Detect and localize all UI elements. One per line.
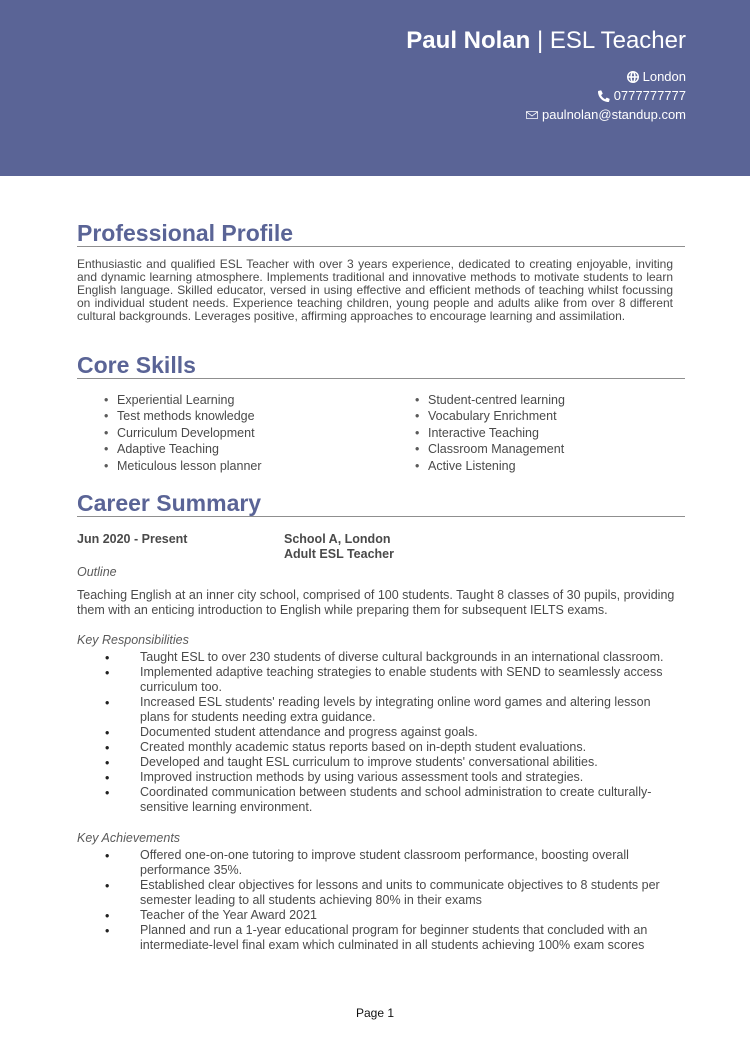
phone-text: 0777777777 [613,88,686,103]
list-item: • Created monthly academic status reports based on in-depth student evaluations. [105,740,680,755]
globe-icon [627,71,639,83]
job-date: Jun 2020 - Present [77,532,188,546]
list-item: • Planned and run a 1-year educational program for beginner students that concluded with an intermediate-level final exam which culminated in all students achieving 100% exam scores [105,923,680,953]
skill-item: • Vocabulary Enrichment [415,408,565,424]
skills-list-right [415,392,565,474]
job-employer-block [284,532,394,562]
job-position: Adult ESL Teacher [284,547,394,561]
skill-item: • Student-centred learning [415,392,565,408]
achievements-list [105,848,680,953]
title-separator: | [530,27,550,54]
profile-text: Enthusiastic and qualified ESL Teacher with over 3 years experience, dedicated to creating enjoyable, inviting and dynamic learning atmosphere. Implements traditional and innovative methods to motivate students to learn English language. Skilled educator, versed in using effective and efficient methods of teaching whilst focussing on individual student needs. Experience teaching children, young people and adults alike from over 8 different cultural backgrounds. Leverages positive, affirming approaches to encourage learning and assimilation. [77,257,673,323]
list-item: • Developed and taught ESL curriculum to improve students' conversational abilities. [105,755,680,770]
list-item: • Documented student attendance and progress against goals. [105,725,680,740]
list-item: • Increased ESL students' reading levels by integrating online word games and altering lesson plans for students needing extra guidance. [105,695,680,725]
achievements-label: Key Achievements [77,831,181,845]
skills-list-left [104,392,262,474]
skill-item: • Test methods knowledge [104,408,262,424]
skill-item: • Active Listening [415,458,565,474]
email-text[interactable]: paulnolan@standup.com [541,107,686,122]
list-item: • Teacher of the Year Award 2021 [105,908,680,923]
header-banner [0,0,750,176]
list-item: • Coordinated communication between students and school administration to create culturally-sensitive learning environment. [105,785,680,815]
responsibilities-list [105,650,680,815]
list-item: • Offered one-on-one tutoring to improve student classroom performance, boosting overall performance 35%. [105,848,680,878]
list-item: • Taught ESL to over 230 students of diverse cultural backgrounds in an international classroom. [105,650,680,665]
skill-item: • Experiential Learning [104,392,262,408]
job-employer: School A, London [284,532,391,546]
location-text: London [642,69,686,84]
candidate-name: Paul Nolan [406,27,531,54]
envelope-icon [526,109,538,121]
skill-item: • Meticulous lesson planner [104,458,262,474]
skills-heading: Core Skills [77,352,685,379]
phone-icon [598,90,610,102]
skill-item: • Adaptive Teaching [104,441,262,457]
profile-heading: Professional Profile [77,220,685,247]
job-role: ESL Teacher [549,27,686,54]
skill-item: • Classroom Management [415,441,565,457]
page-number: Page 1 [355,1006,395,1020]
outline-text: Teaching English at an inner city school, comprised of 100 students. Taught 8 classes of 30 pupils, providing them with an enticing introduction to English while preparing them for subsequent IELTS exams. [77,588,675,617]
list-item: • Improved instruction methods by using various assessment tools and strategies. [105,770,680,785]
responsibilities-label: Key Responsibilities [77,633,189,647]
skill-item: • Curriculum Development [104,425,262,441]
list-item: • Established clear objectives for lessons and units to communicate objectives to 8 students per semester leading to all students achieving 80% in their exams [105,878,680,908]
list-item: • Implemented adaptive teaching strategies to enable students with SEND to seamlessly access curriculum too. [105,665,680,695]
skill-item: • Interactive Teaching [415,425,565,441]
name-title [406,27,686,55]
outline-label: Outline [77,565,117,579]
contact-location [627,69,686,85]
contact-phone [598,88,686,104]
contact-email[interactable] [526,107,686,123]
career-heading: Career Summary [77,490,685,517]
